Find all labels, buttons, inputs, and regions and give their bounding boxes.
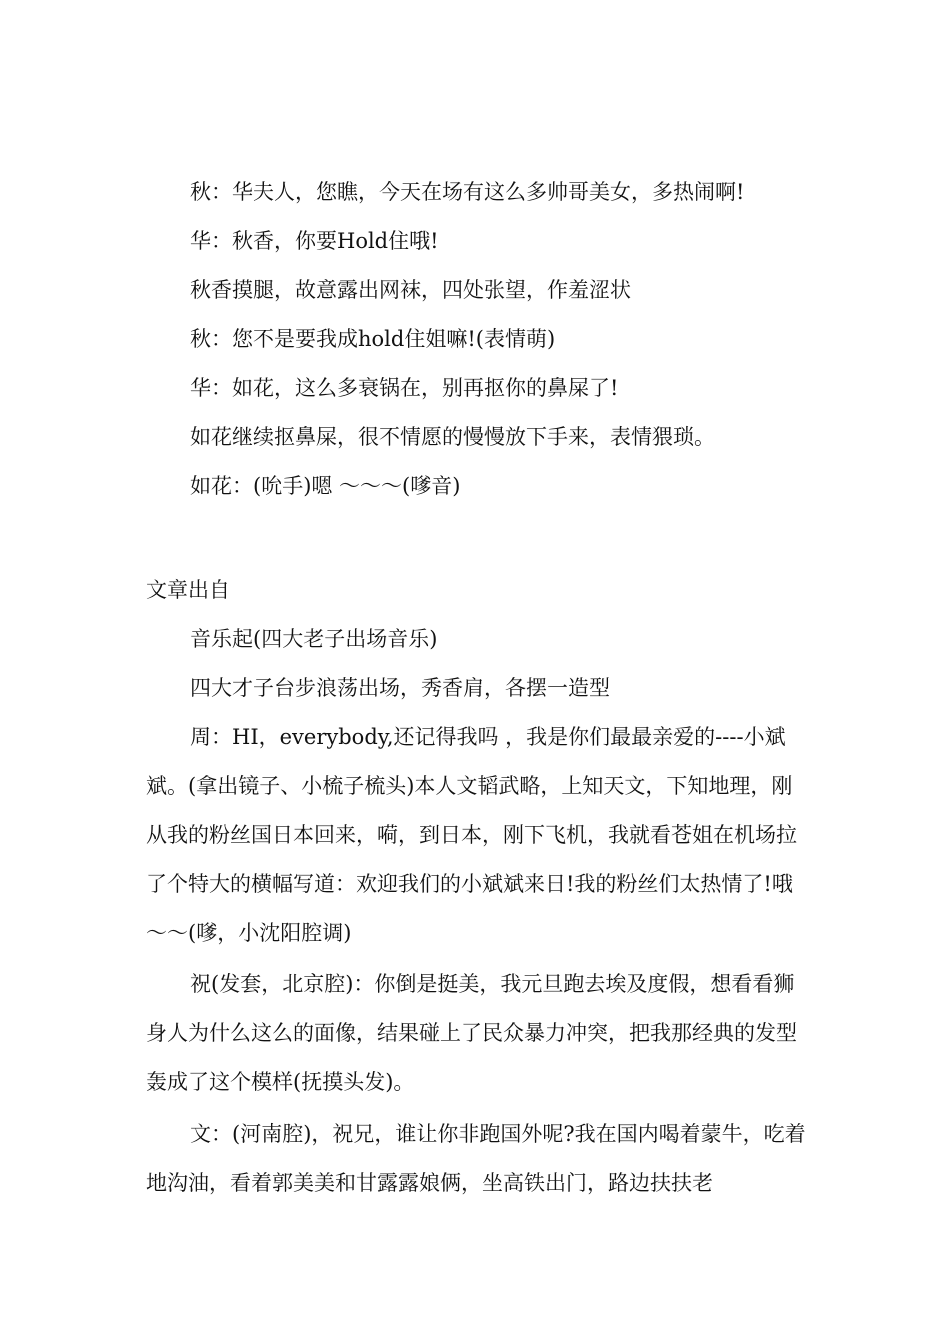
stage-direction-entrance: 四大才子台步浪荡出场，秀香肩，各摆一造型 bbox=[190, 676, 610, 700]
line-hua-2: 华：如花，这么多衰锅在，别再抠你的鼻屎了! bbox=[190, 376, 619, 400]
source-label: 文章出自 bbox=[146, 578, 230, 602]
stage-direction-1: 秋香摸腿，故意露出网袜，四处张望，作羞涩状 bbox=[190, 278, 631, 302]
dialogue-block-3 bbox=[146, 960, 806, 1107]
stage-direction-music: 音乐起(四大老子出场音乐) bbox=[190, 627, 438, 651]
dialogue-block-4 bbox=[146, 1110, 806, 1208]
line-qiu-1: 秋：华夫人，您瞧，今天在场有这么多帅哥美女，多热闹啊! bbox=[190, 180, 745, 204]
line-ruhua-1: 如花：(吮手)嗯 ～～～(嗲音) bbox=[190, 474, 461, 498]
paragraph-zhu: 祝(发套，北京腔)：你倒是挺美，我元旦跑去埃及度假，想看看狮身人为什么这么的面像，结果碰上了民众暴力冲突，把我那经典的发型轰成了这个模样(抚摸头发)。 bbox=[146, 972, 797, 1094]
line-hua-1: 华：秋香，你要Hold住哦! bbox=[190, 229, 439, 253]
paragraph-wen: 文：(河南腔)，祝兄，谁让你非跑国外呢?我在国内喝着蒙牛，吃着地沟油，看着郭美美和甘露露娘俩，坐高铁出门，路边扶扶老 bbox=[146, 1122, 806, 1195]
line-qiu-2: 秋：您不是要我成hold住姐嘛!(表情萌) bbox=[190, 327, 556, 351]
paragraph-zhou: 周：HI，everybody,还记得我吗 ，我是你们最最亲爱的----小斌斌。(拿出镜子、小梳子梳头)本人文韬武略，上知天文，下知地理，刚从我的粉丝国日本回来，嗬，到日本，刚下飞机，我就看苍姐在机场拉了个特大的横幅写道：欢迎我们的小斌斌来日!我的粉丝们太热情了!哦～～(嗲，小沈阳腔调) bbox=[146, 725, 797, 945]
dialogue-block-1 bbox=[146, 168, 806, 511]
stage-direction-2: 如花继续抠鼻屎，很不情愿的慢慢放下手来，表情猥琐。 bbox=[190, 425, 715, 449]
dialogue-block-2 bbox=[146, 566, 806, 958]
